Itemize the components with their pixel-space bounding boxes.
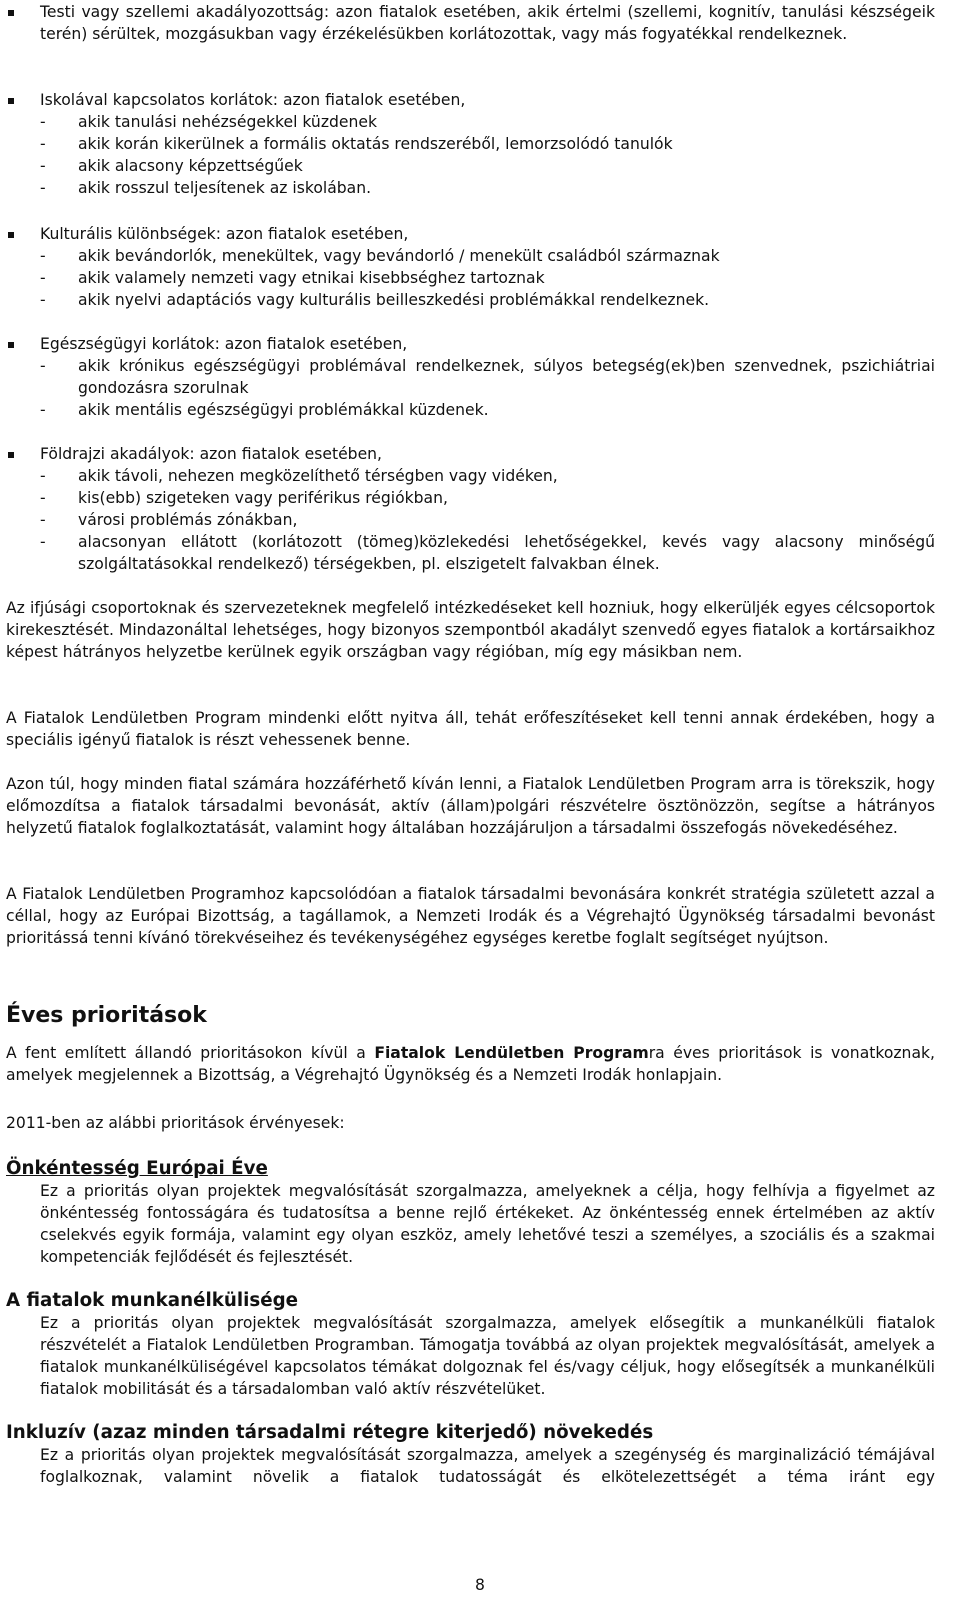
dash-icon: - — [40, 357, 46, 375]
section-intro — [6, 1042, 935, 1086]
body-paragraph: Azon túl, hogy minden fiatal számára hozzáférhető kíván lenni, a Fiatalok Lendületben Program arra is törekszik, hogy előmozdítsa a fiatalok társadalmi bevonását, aktív (állam)polgári részvételre ösztönözzön, segítse a hátrányos helyzetű fiatalok foglalkoztatását, valamint hogy általában hozzájáruljon a társadalmi összefogás növekedéséhez. — [6, 775, 935, 837]
dash-icon: - — [40, 511, 46, 529]
disability-item: Testi vagy szellemi akadályozottság: azon fiatalok esetében, akik értelmi (szellemi, kognitív, tanulási készségeik terén) sérültek, mozgásukban vagy érzékelésükben korlátozottak, vagy más fogyatékkal rendelkeznek. — [40, 3, 935, 43]
dash-icon: - — [40, 401, 46, 419]
dash-icon: - — [40, 467, 46, 485]
priority-title-volunteering: Önkéntesség Európai Éve — [6, 1158, 268, 1179]
priority-title-inclusive-growth: Inkluzív (azaz minden társadalmi rétegre kiterjedő) növekedés — [6, 1422, 654, 1443]
list-item: akik krónikus egészségügyi problémával rendelkeznek, súlyos betegség(ek)ben szenvednek, pszichiátriai gondozásra szorulnak — [78, 357, 935, 397]
bullet-icon — [6, 340, 15, 349]
dash-icon: - — [40, 113, 46, 131]
list-item: akik nyelvi adaptációs vagy kulturális beilleszkedési problémákkal rendelkeznek. — [78, 291, 710, 309]
list-item: akik korán kikerülnek a formális oktatás rendszeréből, lemorzsolódó tanulók — [78, 135, 673, 153]
body-paragraph: A Fiatalok Lendületben Programhoz kapcsolódóan a fiatalok társadalmi bevonására konkrét stratégia született azzal a céllal, hogy az Európai Bizottság, a tagállamok, a Nemzeti Irodák és a Végrehajtó Ügynökség társadalmi bevonást prioritássá tenni kívánó törekvéseihez és tevékenységéhez egységes keretbe foglalt segítséget nyújtson. — [6, 885, 935, 947]
bullet-icon — [6, 230, 15, 239]
list-item: akik alacsony képzettségűek — [78, 157, 303, 175]
list-item: akik bevándorlók, menekültek, vagy bevándorló / menekült családból származnak — [78, 247, 720, 265]
section-intro-after: ra éves prioritások is vonatkoznak, amelyek megjelennek a Bizottság, a Végrehajtó Ügynökség és a Nemzeti Irodák honlapjain. — [6, 1044, 935, 1084]
dash-icon: - — [40, 135, 46, 153]
list-item: akik tanulási nehézségekkel küzdenek — [78, 113, 377, 131]
group-lead-cultural: Kulturális különbségek: azon fiatalok esetében, — [40, 225, 409, 243]
dash-icon: - — [40, 179, 46, 197]
section-intro-before: A fent említett állandó prioritásokon kívül a — [6, 1044, 375, 1062]
group-lead-geographic: Földrajzi akadályok: azon fiatalok esetében, — [40, 445, 383, 463]
list-item: kis(ebb) szigeteken vagy periférikus régiókban, — [78, 489, 448, 507]
dash-icon: - — [40, 291, 46, 309]
priority-text: Ez a prioritás olyan projektek megvalósítását szorgalmazza, amelyeknek a célja, hogy felhívja a figyelmet az önkéntesség fontosságára és tudatosítsa a benne rejlő értékeket. Az önkéntesség ennek értelmében az aktív cselekvés egyik formája, valamint egy olyan eszköz, amely lehetővé teszi a személyes, a szociális és a szakmai kompetenciák fejlődését és fejlesztését. — [40, 1182, 935, 1266]
list-item: városi problémás zónákban, — [78, 511, 298, 529]
bullet-icon — [6, 450, 15, 459]
priority-title-unemployment: A fiatalok munkanélkülisége — [6, 1290, 299, 1311]
dash-icon: - — [40, 489, 46, 507]
group-lead-school: Iskolával kapcsolatos korlátok: azon fiatalok esetében, — [40, 91, 466, 109]
body-paragraph: Az ifjúsági csoportoknak és szervezeteknek megfelelő intézkedéseket kell hozniuk, hogy elkerüljék egyes célcsoportok kirekesztését. Mindazonáltal lehetséges, hogy bizonyos szempontból akadályt szenvedő egyes fiatalok a kortársaikhoz képest hátrányos helyzetbe kerülnek egyik országban vagy régióban, míg egy másikban nem. — [6, 599, 935, 661]
group-lead-health: Egészségügyi korlátok: azon fiatalok esetében, — [40, 335, 408, 353]
section-title: Éves prioritások — [6, 1003, 207, 1028]
list-item: akik mentális egészségügyi problémákkal küzdenek. — [78, 401, 489, 419]
list-item: akik valamely nemzeti vagy etnikai kisebbséghez tartoznak — [78, 269, 545, 287]
priority-text: Ez a prioritás olyan projektek megvalósítását szorgalmazza, amelyek elősegítik a munkanélküli fiatalok részvételét a Fiatalok Lendületben Programban. Támogatja továbbá az olyan projektek megvalósítását, amelyek a fiatalok munkanélküliségével kapcsolatos témákat dolgoznak fel és/vagy céljuk, hogy elősegítsék a munkanélküli fiatalok mobilitását és a társadalomban való aktív részvételüket. — [40, 1314, 935, 1398]
year-line: 2011-ben az alábbi prioritások érvényesek: — [6, 1114, 345, 1132]
dash-icon: - — [40, 247, 46, 265]
dash-icon: - — [40, 157, 46, 175]
dash-icon: - — [40, 269, 46, 287]
list-item: akik távoli, nehezen megközelíthető térségben vagy vidéken, — [78, 467, 558, 485]
list-item: akik rosszul teljesítenek az iskolában. — [78, 179, 372, 197]
program-name: Fiatalok Lendületben Program — [374, 1044, 649, 1062]
list-item: alacsonyan ellátott (korlátozott (tömeg)közlekedési lehetőségekkel, kevés vagy alacsony minőségű szolgáltatásokkal rendelkező) térségekben, pl. elszigetelt falvakban élnek. — [78, 533, 935, 573]
dash-icon: - — [40, 533, 46, 551]
page-number: 8 — [475, 1576, 485, 1594]
bullet-icon — [6, 8, 15, 17]
priority-text: Ez a prioritás olyan projektek megvalósítását szorgalmazza, amelyek a szegénység és marginalizáció témájával foglalkoznak, valamint növelik a fiatalok tudatosságát és elkötelezettségét a téma iránt egy — [40, 1446, 935, 1486]
bullet-icon — [6, 96, 15, 105]
body-paragraph: A Fiatalok Lendületben Program mindenki előtt nyitva áll, tehát erőfeszítéseket kell tenni annak érdekében, hogy a speciális igényű fiatalok is részt vehessenek benne. — [6, 709, 935, 749]
